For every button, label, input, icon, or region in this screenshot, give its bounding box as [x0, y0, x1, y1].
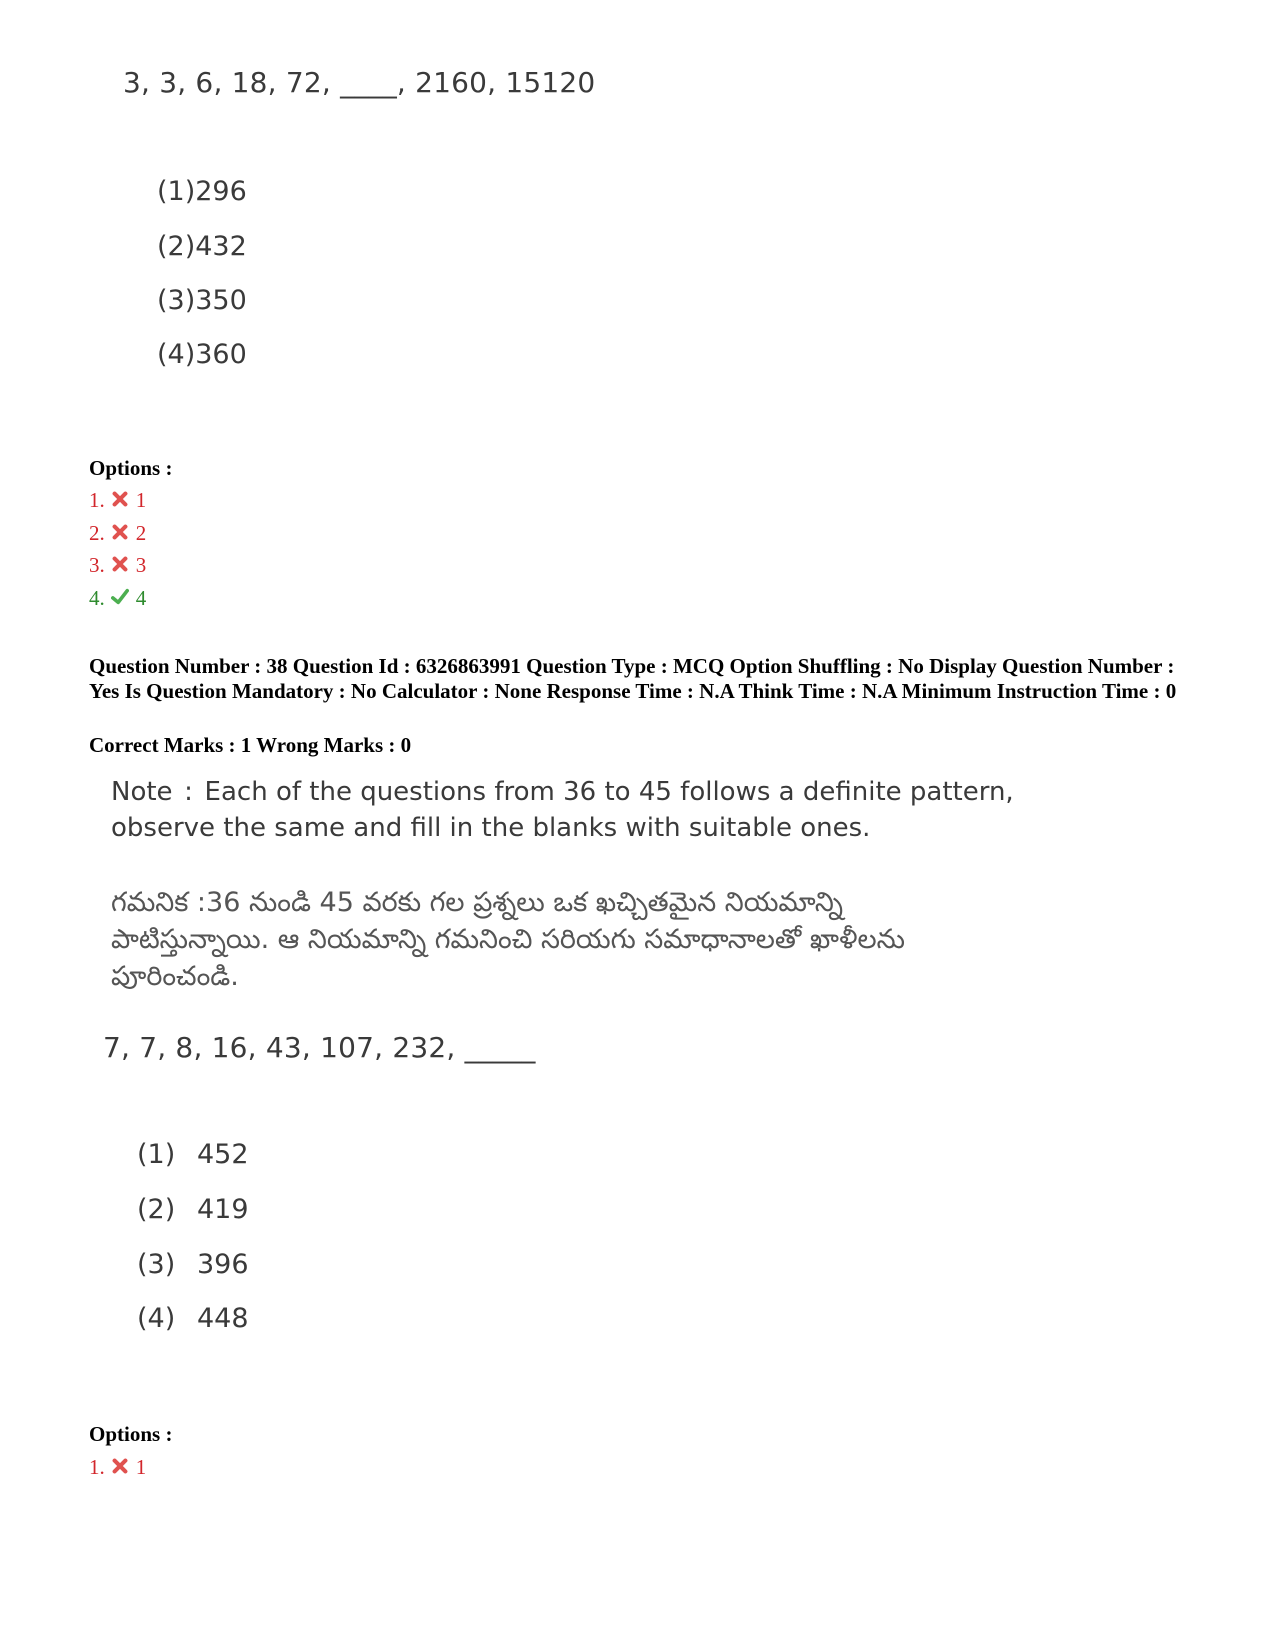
q38-note-english: [111, 774, 1014, 846]
q38-choice-3: (3) 396: [137, 1249, 249, 1280]
q38-answer-1: 1. 1: [89, 1455, 147, 1479]
q38-note-telugu: గమనిక :36 నుండి 45 వరకు గల ప్రశ్నలు ఒక ఖచ్చితమైన నియమాన్ని పాటిస్తున్నాయి. ఆ నియమాన్ని గమనించి సరియగు సమాధానాలతో ఖాళీలను పూరించండి.: [111, 887, 905, 992]
cross-icon: [111, 1457, 129, 1475]
note-line-1: Note : Each of the questions from 36 to 45 follows a definite pattern,: [111, 777, 1014, 807]
q37-options-heading: Options :: [89, 456, 173, 480]
q37-choice-4: (4)360: [157, 339, 247, 370]
q37-choice-2: (2)432: [157, 231, 247, 262]
check-icon: [111, 588, 129, 606]
q38-marks: Correct Marks : 1 Wrong Marks : 0: [89, 733, 412, 757]
cross-icon: [111, 490, 129, 508]
q38-options-heading: Options :: [89, 1422, 173, 1446]
q37-answer-3: 3. 3: [89, 553, 147, 577]
note-line-2: observe the same and fill in the blanks with suitable ones.: [111, 813, 871, 843]
q37-answer-1: 1. 1: [89, 488, 147, 512]
q38-sequence: 7, 7, 8, 16, 43, 107, 232, _____: [103, 1031, 536, 1064]
q37-choice-1: (1)296: [157, 176, 247, 207]
cross-icon: [111, 523, 129, 541]
q37-answer-2: 2. 2: [89, 521, 147, 545]
q37-choice-3: (3)350: [157, 285, 247, 316]
q38-metadata: Question Number : 38 Question Id : 6326863991 Question Type : MCQ Option Shuffling : No Display Question Number : Yes Is Question Mandatory : No Calculator : None Response Time : N.A Think Time : N.A Minimum Instruction Time : 0: [89, 654, 1177, 703]
q38-choice-2: (2) 419: [137, 1194, 249, 1225]
cross-icon: [111, 555, 129, 573]
q37-answer-4: 4. 4: [89, 586, 147, 610]
q38-choice-4: (4) 448: [137, 1303, 249, 1334]
q37-sequence: 3, 3, 6, 18, 72, ____, 2160, 15120: [123, 66, 596, 99]
q38-choice-1: (1) 452: [137, 1139, 249, 1170]
